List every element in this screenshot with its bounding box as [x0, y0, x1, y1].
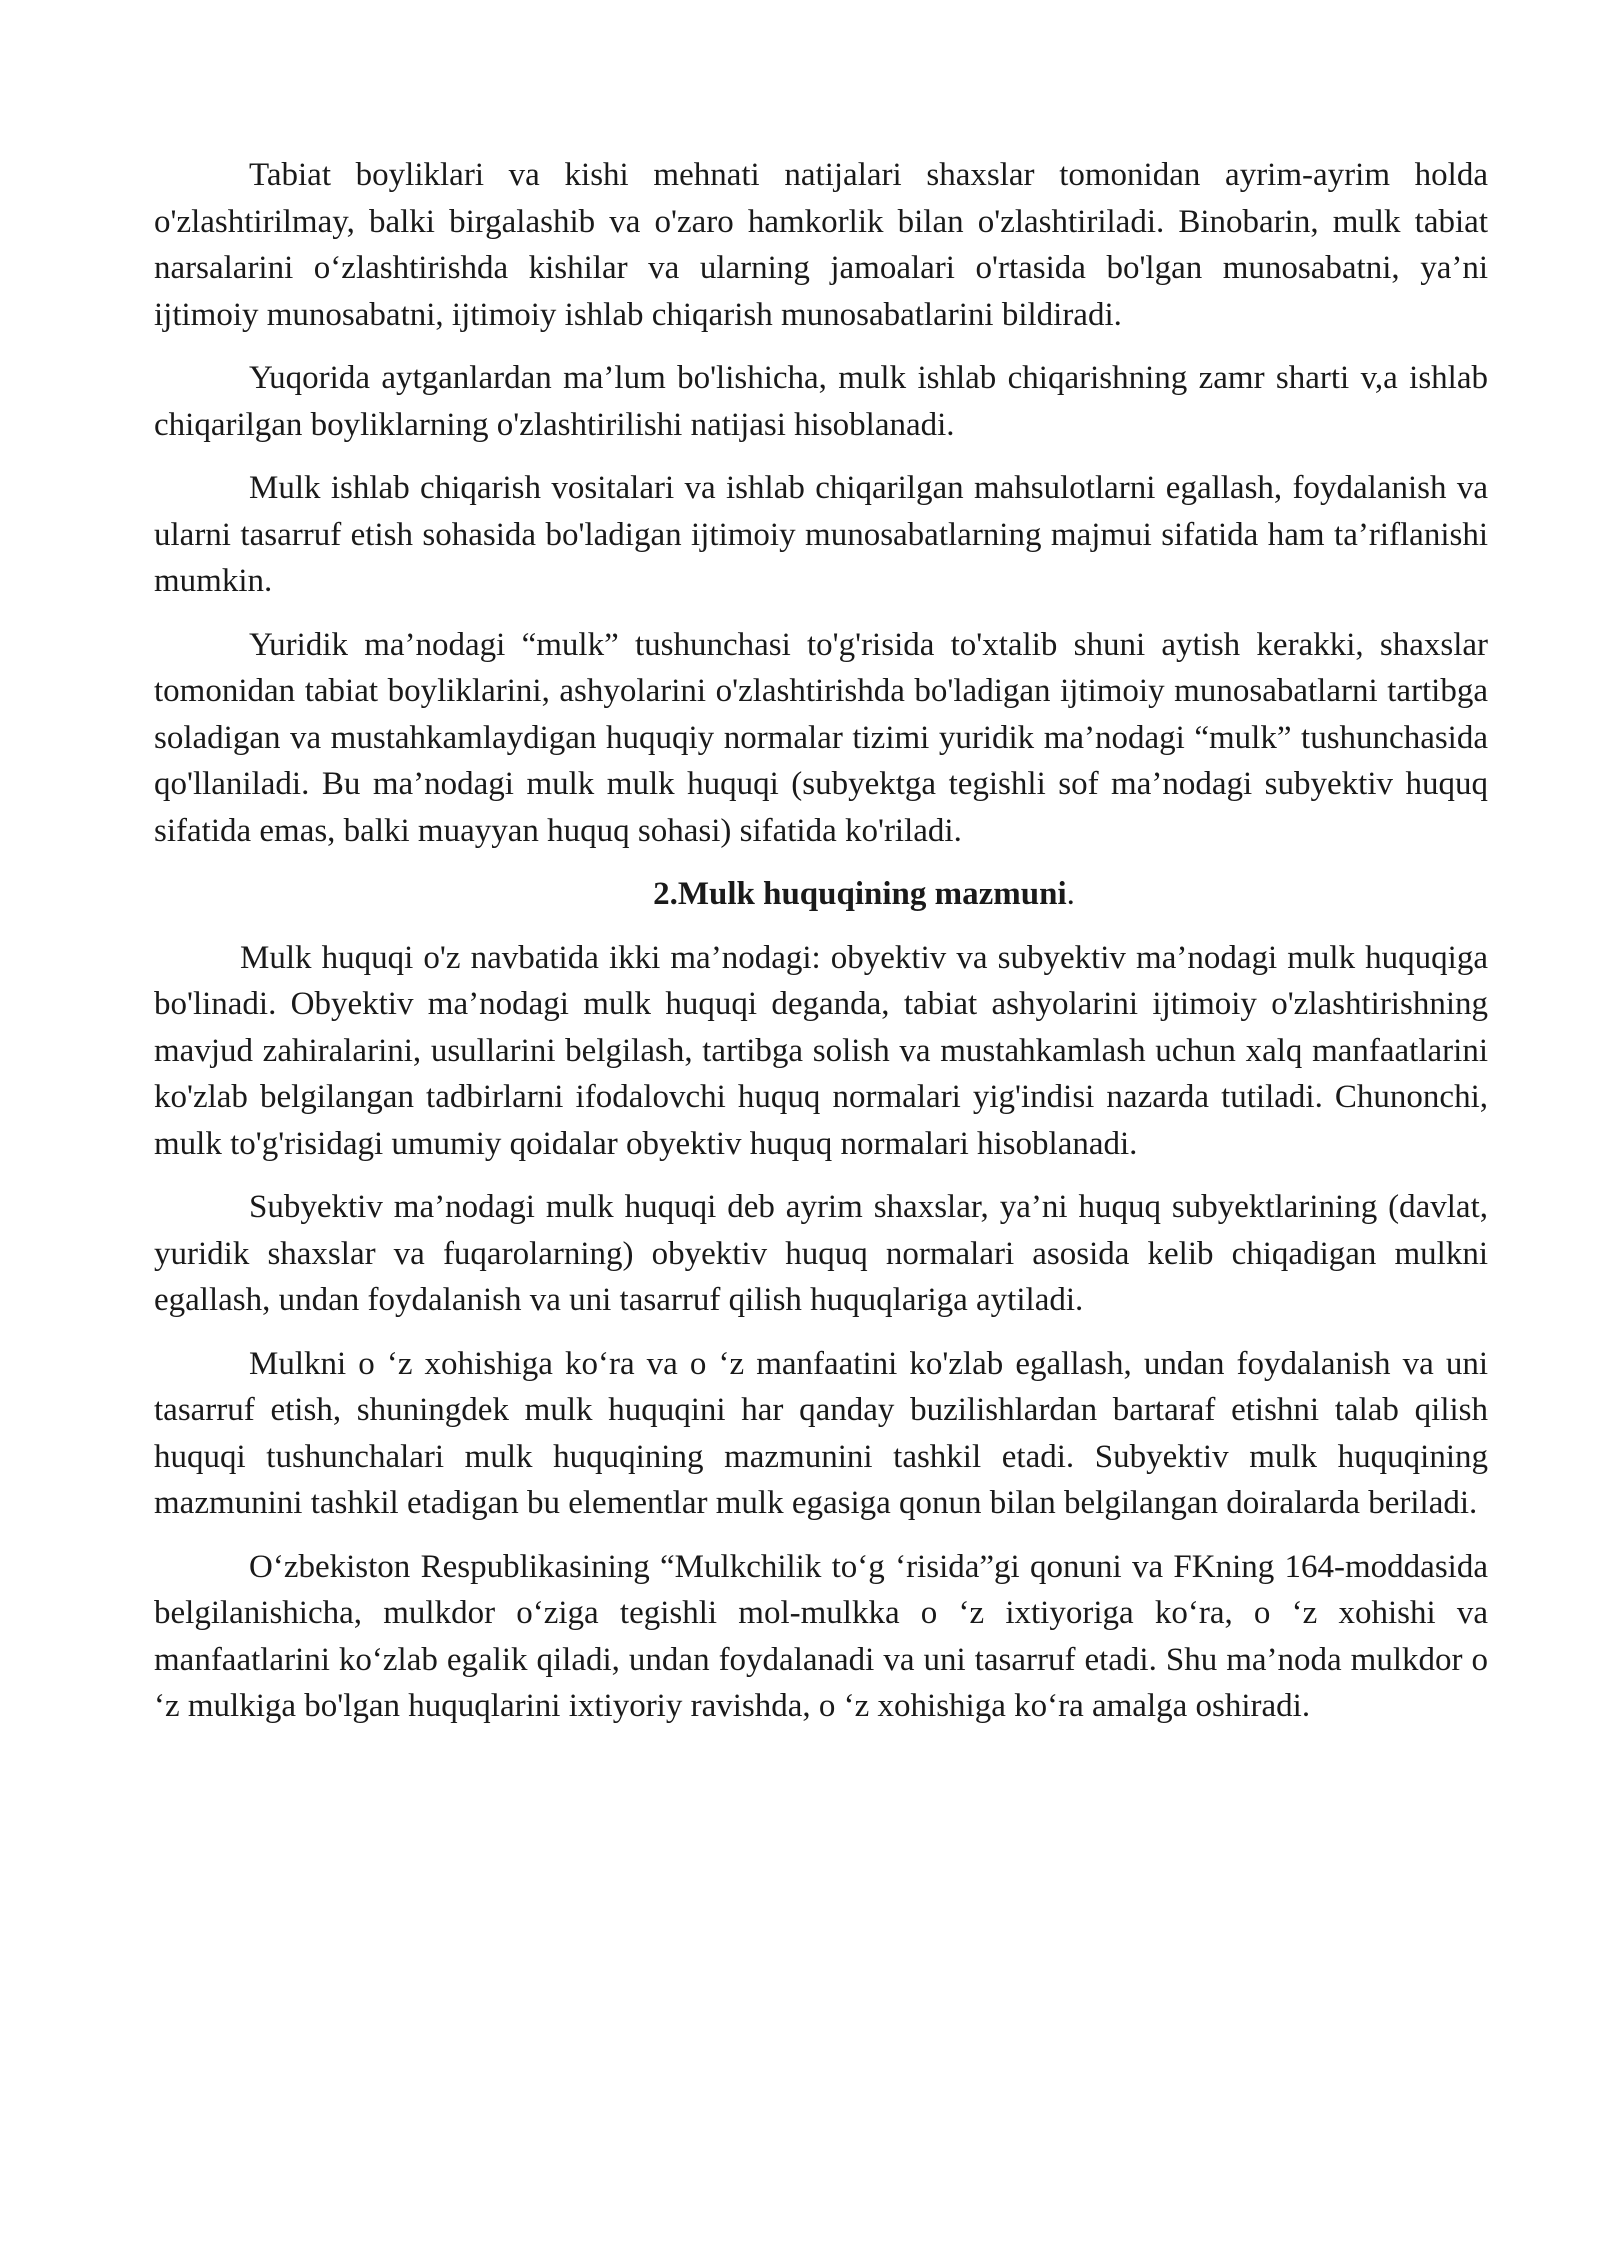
section-heading-text: 2.Mulk huquqining mazmuni [653, 876, 1067, 912]
document-body [154, 152, 1488, 1747]
paragraph-5: Mulk huquqi o'z navbatida ikki ma’nodagi: obyektiv va subyektiv ma’nodagi mulk huquqiga bo'linadi. Obyektiv ma’nodagi mulk huquqi deganda, tabiat ashyolarini ijtimoiy o'zlashtirishning mavjud zahiralarini, usullarini belgilash, tartibga solish va mustahkamlash uchun xalq manfaatlarini ko'zlab belgilangan tadbirlarni ifodalovchi huquq normalari yig'indisi nazarda tutiladi. Chunonchi, mulk to'g'risidagi umumiy qoidalar obyektiv huquq normalari hisoblanadi. [154, 939, 1488, 1162]
section-heading [154, 871, 1488, 918]
paragraph-3: Mulk ishlab chiqarish vositalari va ishlab chiqarilgan mahsulotlarni egallash, foydalanish va ularni tasarruf etish sohasida bo'ladigan ijtimoiy munosabatlarning majmui sifatida ham ta’riflanishi mumkin. [154, 470, 1488, 599]
paragraph-2: Yuqorida aytganlardan ma’lum bo'lishicha, mulk ishlab chiqarishning zamr sharti v,a ishlab chiqarilgan boyliklarning o'zlashtirilishi natijasi hisoblanadi. [154, 360, 1488, 443]
paragraph-4: Yuridik ma’nodagi “mulk” tushunchasi to'g'risida to'xtalib shuni aytish kerakki, shaxslar tomonidan tabiat boyliklarini, ashyolarini o'zlashtirishda bo'ladigan ijtimoiy munosabatlarni tartibga soladigan va mustahkamlaydigan huquqiy normalar tizimi yuridik ma’nodagi “mulk” tushunchasida qo'llaniladi. Bu ma’nodagi mulk mulk huquqi (subyektga tegishli sof ma’nodagi subyektiv huquq sifatida emas, balki muayyan huquq sohasi) sifatida ko'riladi. [154, 626, 1488, 849]
section-heading-period: . [1066, 876, 1075, 912]
paragraph-1: Tabiat boyliklari va kishi mehnati natijalari shaxslar tomonidan ayrim-ayrim holda o'zlashtirilmay, balki birgalashib va o'zaro hamkorlik bilan o'zlashtiriladi. Binobarin, mulk tabiat narsalarini o‘zlashtirishda kishilar va ularning jamoalari o'rtasida bo'lgan munosabatni, ya’ni ijtimoiy munosabatni, ijtimoiy ishlab chiqarish munosabatlarini bildiradi. [154, 157, 1488, 333]
paragraph-8: O‘zbekiston Respublikasining “Mulkchilik to‘g ‘risida”gi qonuni va FKning 164-moddasida belgilanishicha, mulkdor o‘ziga tegishli mol-mulkka o ‘z ixtiyoriga ko‘ra, o ‘z xohishi va manfaatlarini ko‘zlab egalik qiladi, undan foydalanadi va uni tasarruf etadi. Shu ma’noda mulkdor o ‘z mulkiga bo'lgan huquqlarini ixtiyoriy ravishda, o ‘z xohishiga ko‘ra amalga oshiradi. [154, 1548, 1488, 1724]
paragraph-7: Mulkni o ‘z xohishiga ko‘ra va o ‘z manfaatini ko'zlab egallash, undan foydalanish va uni tasarruf etish, shuningdek mulk huquqini har qanday buzilishlardan bartaraf etishni talab qilish huquqi tushunchalari mulk huquqining mazmunini tashkil etadi. Subyektiv mulk huquqining mazmunini tashkil etadigan bu elementlar mulk egasiga qonun bilan belgilangan doiralarda beriladi. [154, 1345, 1488, 1521]
paragraph-6: Subyektiv ma’nodagi mulk huquqi deb ayrim shaxslar, ya’ni huquq subyektlarining (davlat, yuridik shaxslar va fuqarolarning) obyektiv huquq normalari asosida kelib chiqadigan mulkni egallash, undan foydalanish va uni tasarruf qilish huquqlariga aytiladi. [154, 1189, 1488, 1318]
